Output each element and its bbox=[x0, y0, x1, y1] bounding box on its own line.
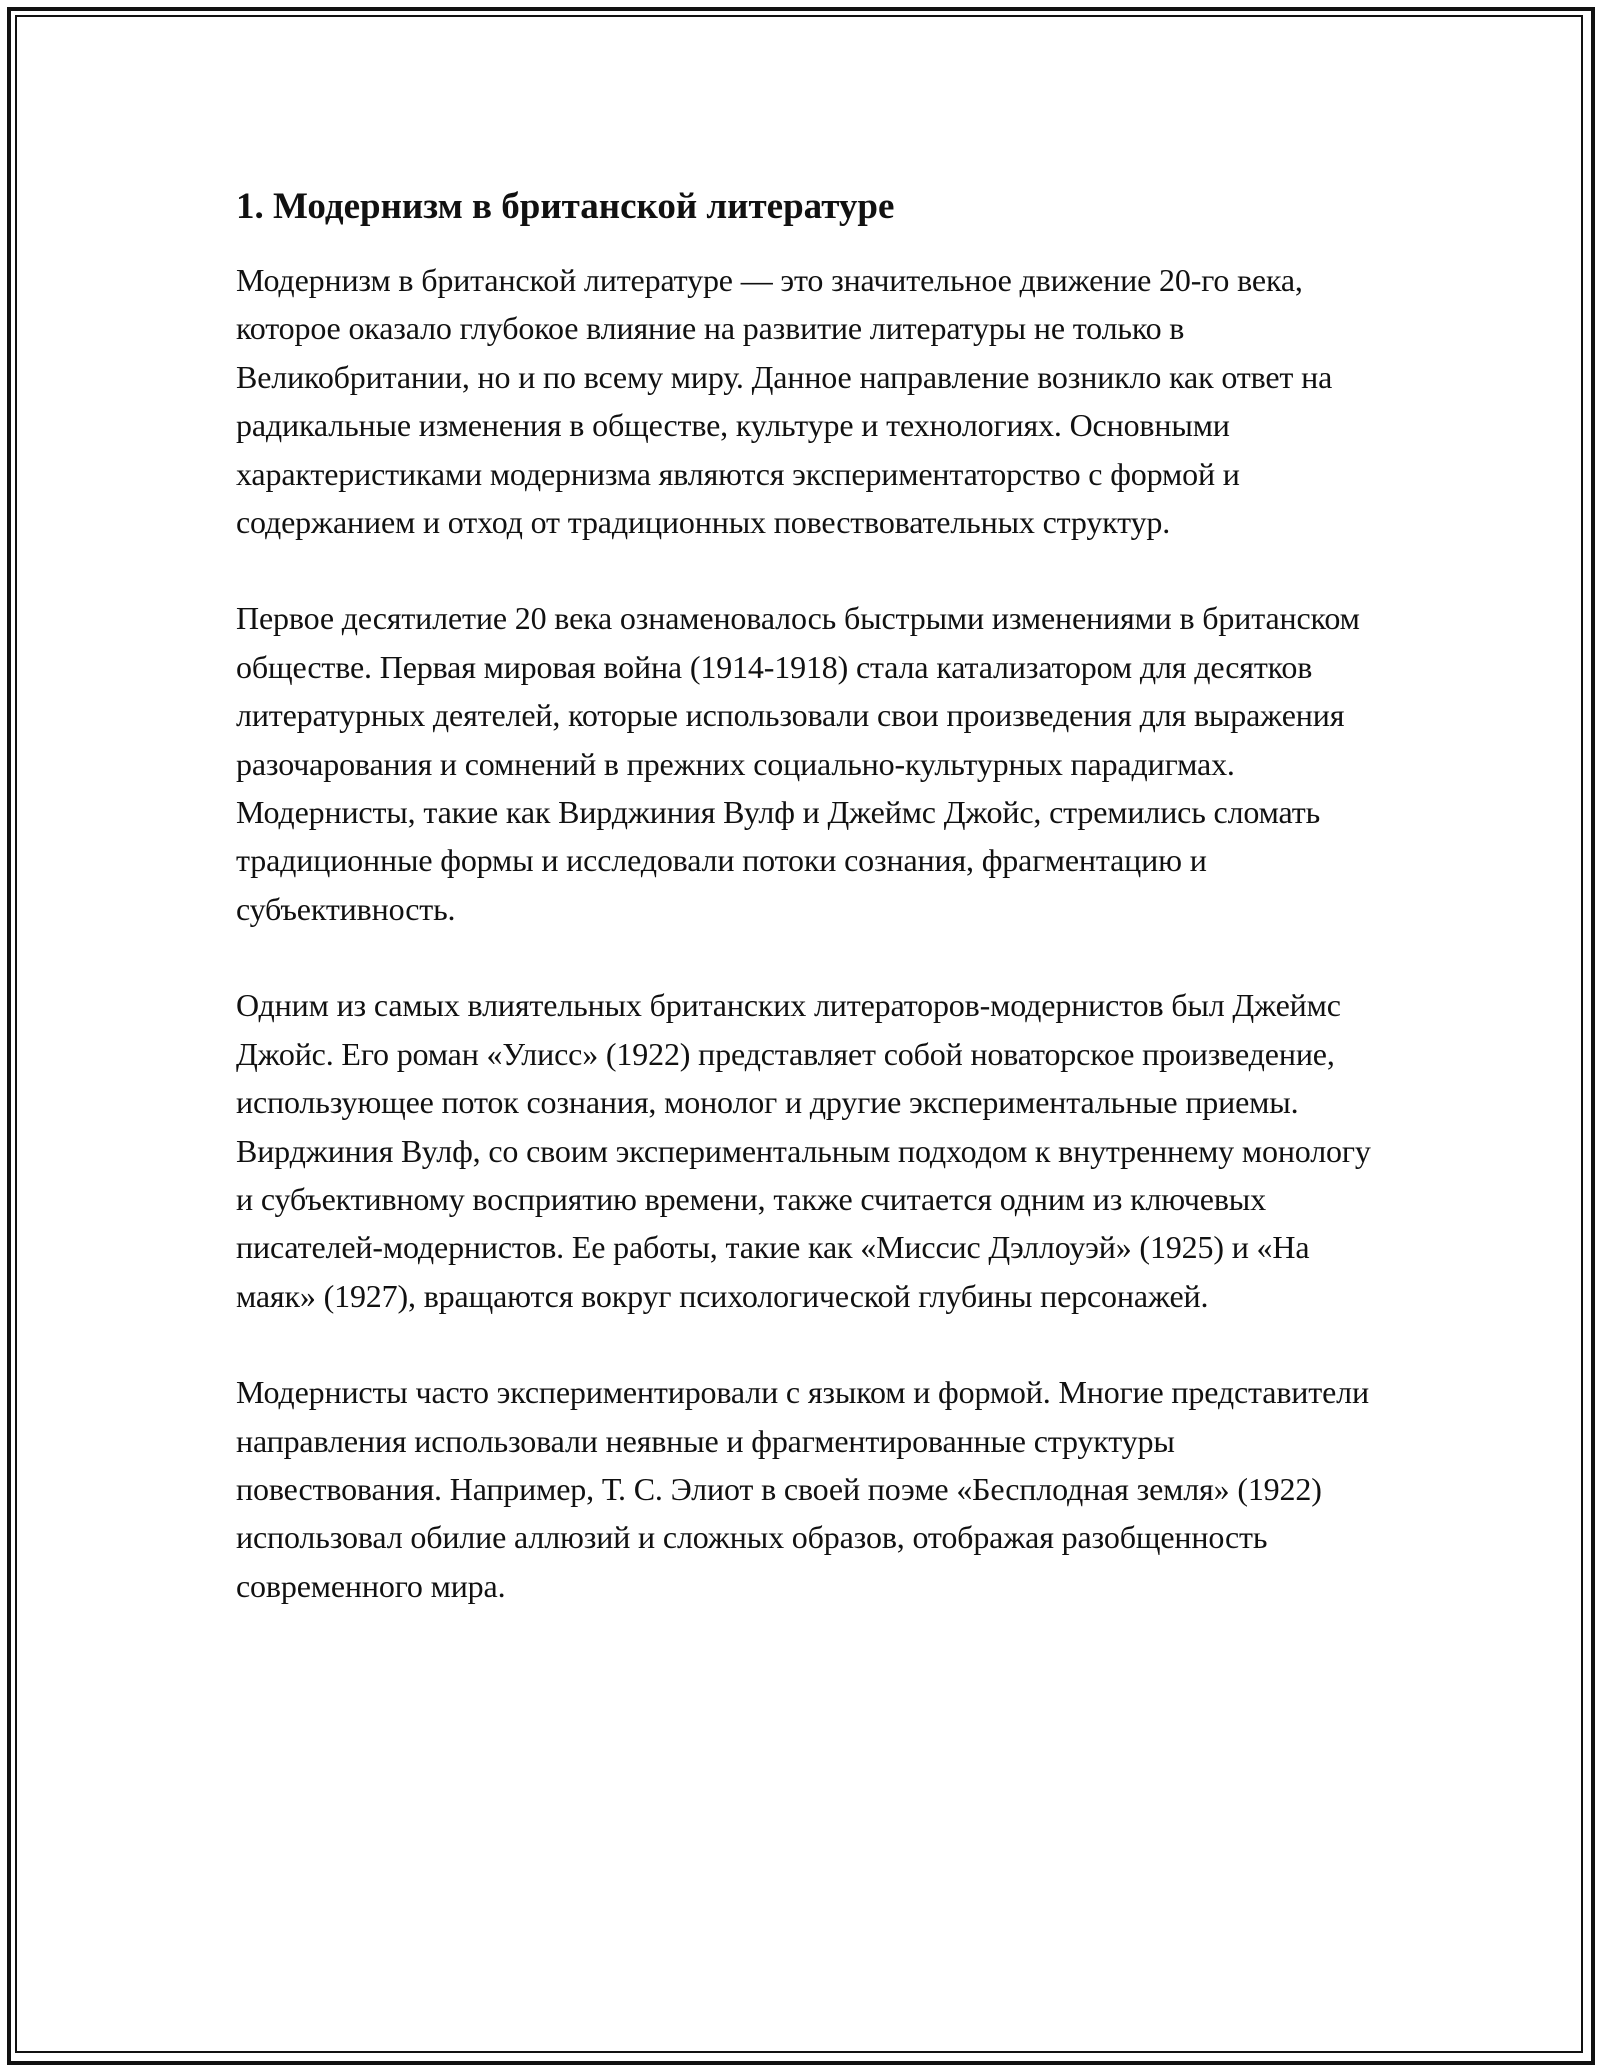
document-body bbox=[236, 185, 1371, 1610]
paragraph-1: Модернизм в британской литературе — это значительное движение 20-го века, которое оказало глубокое влияние на развитие литературы не только в Великобритании, но и по всему миру. Данное направление возникло как ответ на радикальные изменения в обществе, культуре и технологиях. Основными характеристиками модернизма являются экспериментаторство с формой и содержанием и отход от традиционных повествовательных структур. bbox=[236, 262, 1333, 541]
paragraph-3: Одним из самых влиятельных британских литераторов-модернистов был Джеймс Джойс. Его роман «Улисс» (1922) представляет собой новаторское произведение, использующее поток сознания, монолог и другие экспериментальные приемы. Вирджиния Вулф, со своим экспериментальным подходом к внутреннему монологу и субъективному восприятию времени, также считается одним из ключевых писателей-модернистов. Ее работы, такие как «Миссис Дэллоуэй» (1925) и «На маяк» (1927), вращаются вокруг психологической глубины персонажей. bbox=[236, 987, 1371, 1314]
paragraph-2: Первое десятилетие 20 века ознаменовалось быстрыми изменениями в британском обществе. Первая мировая война (1914-1918) стала катализатором для десятков литературных деятелей, которые использовали свои произведения для выражения разочарования и сомнений в прежних социально-культурных парадигмах. Модернисты, такие как Вирджиния Вулф и Джеймс Джойс, стремились сломать традиционные формы и исследовали потоки сознания, фрагментацию и субъективность. bbox=[236, 600, 1360, 927]
section-heading: 1. Модернизм в британской литературе bbox=[236, 186, 895, 227]
paragraph-4: Модернисты часто экспериментировали с языком и формой. Многие представители направления использовали неявные и фрагментированные структуры повествования. Например, Т. С. Элиот в своей поэме «Бесплодная земля» (1922) использовал обилие аллюзий и сложных образов, отображая разобщенность современного мира. bbox=[236, 1374, 1369, 1604]
